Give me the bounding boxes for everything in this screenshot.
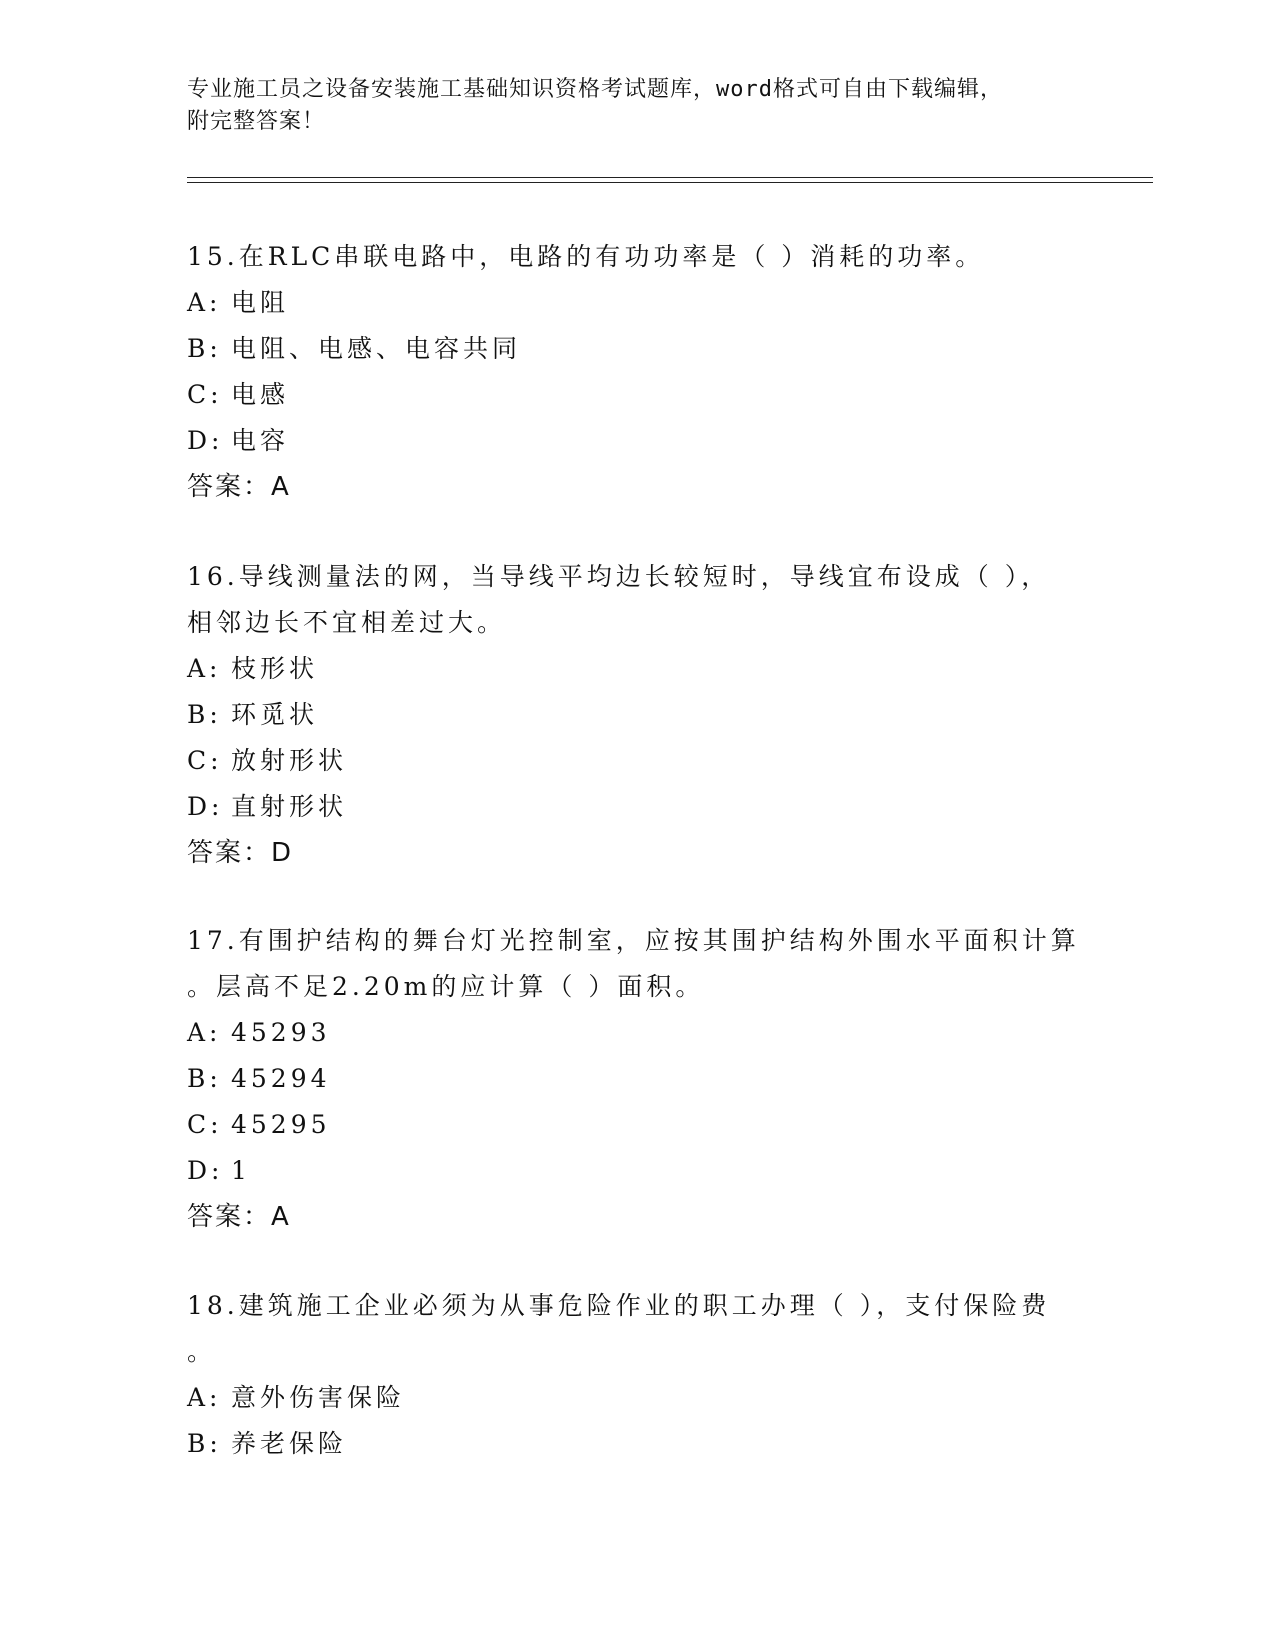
option-label: B: — [187, 700, 222, 729]
option-label: D: — [187, 426, 224, 455]
option-label: A: — [187, 1383, 222, 1412]
option-text: 枝形状 — [231, 654, 319, 683]
option-b — [187, 1056, 1087, 1102]
option-a — [187, 646, 1087, 692]
question-15 — [187, 234, 1087, 510]
question-text: 16.导线测量法的网，当导线平均边长较短时，导线宜布设成（ ）， — [187, 562, 1051, 591]
option-label: A: — [187, 654, 222, 683]
question-text-continued: 相邻边长不宜相差过大。 — [187, 608, 507, 637]
question-text-continued: 。 — [187, 1337, 217, 1366]
option-text: 45295 — [231, 1110, 331, 1139]
option-b — [187, 692, 1087, 738]
header-line-2: 附完整答案！ — [187, 109, 326, 134]
option-label: B: — [187, 334, 222, 363]
answer: 答案：A — [187, 472, 291, 502]
header-line-1: 专业施工员之设备安装施工基础知识资格考试题库，word格式可自由下载编辑， — [187, 77, 1003, 102]
question-text: 17.有围护结构的舞台灯光控制室，应按其围护结构外围水平面积计算 — [187, 926, 1080, 955]
option-d — [187, 784, 1087, 830]
option-label: D: — [187, 792, 224, 821]
option-text: 电感 — [231, 380, 290, 409]
option-c — [187, 372, 1087, 418]
option-label: B: — [187, 1064, 222, 1093]
option-label: C: — [187, 380, 223, 409]
option-label: B: — [187, 1429, 222, 1458]
option-text: 环觅状 — [231, 700, 319, 729]
option-label: A: — [187, 1018, 222, 1047]
option-text: 电阻 — [231, 288, 290, 317]
answer: 答案：D — [187, 838, 294, 868]
option-text: 45294 — [231, 1064, 331, 1093]
option-label: C: — [187, 746, 223, 775]
option-text: 放射形状 — [231, 746, 348, 775]
question-16 — [187, 554, 1087, 876]
option-a — [187, 1010, 1087, 1056]
option-text: 电阻、电感、电容共同 — [231, 334, 522, 363]
option-text: 养老保险 — [231, 1429, 348, 1458]
header-divider-top — [187, 177, 1153, 178]
option-label: C: — [187, 1110, 223, 1139]
option-a — [187, 1375, 1087, 1421]
option-label: A: — [187, 288, 222, 317]
header-divider-bottom — [187, 182, 1153, 183]
document-header — [187, 74, 1087, 138]
option-text: 电容 — [231, 426, 290, 455]
option-c — [187, 1102, 1087, 1148]
question-text-continued: 。层高不足2.20m的应计算（ ）面积。 — [187, 972, 705, 1001]
option-d — [187, 418, 1087, 464]
option-b — [187, 326, 1087, 372]
answer: 答案：A — [187, 1202, 291, 1232]
option-text: 45293 — [231, 1018, 331, 1047]
question-text: 18.建筑施工企业必须为从事危险作业的职工办理（ ），支付保险费 — [187, 1291, 1051, 1320]
option-text: 1 — [231, 1156, 251, 1185]
option-c — [187, 738, 1087, 784]
question-17 — [187, 918, 1087, 1240]
option-text: 直射形状 — [231, 792, 348, 821]
option-text: 意外伤害保险 — [231, 1383, 406, 1412]
option-label: D: — [187, 1156, 224, 1185]
option-b — [187, 1421, 1087, 1467]
question-18 — [187, 1283, 1087, 1467]
option-d — [187, 1148, 1087, 1194]
option-a — [187, 280, 1087, 326]
question-text: 15.在RLC串联电路中，电路的有功功率是（ ）消耗的功率。 — [187, 242, 985, 271]
